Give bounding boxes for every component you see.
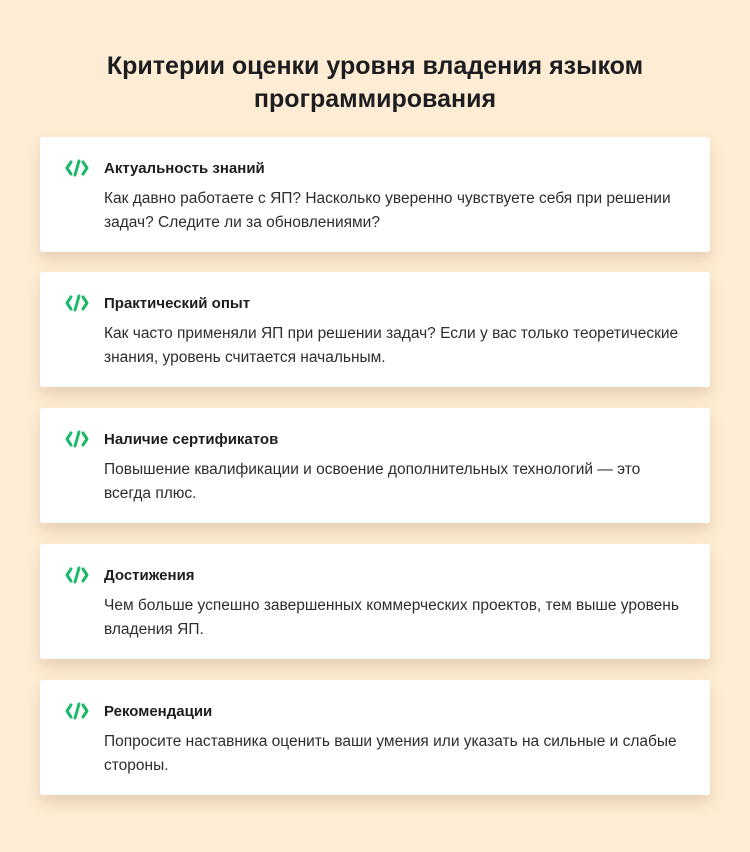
criterion-title: Практический опыт <box>104 295 251 312</box>
criterion-card <box>40 272 710 387</box>
criterion-card <box>40 680 710 795</box>
criterion-title: Актуальность знаний <box>104 160 265 177</box>
criterion-card <box>40 137 710 252</box>
page-title: Критерии оценки уровня владения языком программирования <box>106 52 644 113</box>
criterion-description: Как давно работаете с ЯП? Насколько уверенно чувствуете себя при решении задач? Следите ли за обновлениями? <box>104 190 671 231</box>
criterion-description: Попросите наставника оценить ваши умения или указать на сильные и слабые стороны. <box>104 733 677 774</box>
criterion-description: Чем больше успешно завершенных коммерческих проектов, тем выше уровень владения ЯП. <box>104 597 679 638</box>
criterion-card <box>40 408 710 523</box>
code-icon <box>65 430 89 448</box>
criterion-title: Рекомендации <box>104 703 213 720</box>
criterion-description: Повышение квалификации и освоение дополнительных технологий — это всегда плюс. <box>104 461 641 502</box>
criterion-title: Наличие сертификатов <box>104 431 279 448</box>
criterion-title: Достижения <box>104 567 195 584</box>
code-icon <box>65 566 89 584</box>
code-icon <box>65 702 89 720</box>
code-icon <box>65 294 89 312</box>
code-icon <box>65 159 89 177</box>
criterion-card <box>40 544 710 659</box>
criterion-description: Как часто применяли ЯП при решении задач? Если у вас только теоретические знания, уровень считается начальным. <box>104 325 679 366</box>
